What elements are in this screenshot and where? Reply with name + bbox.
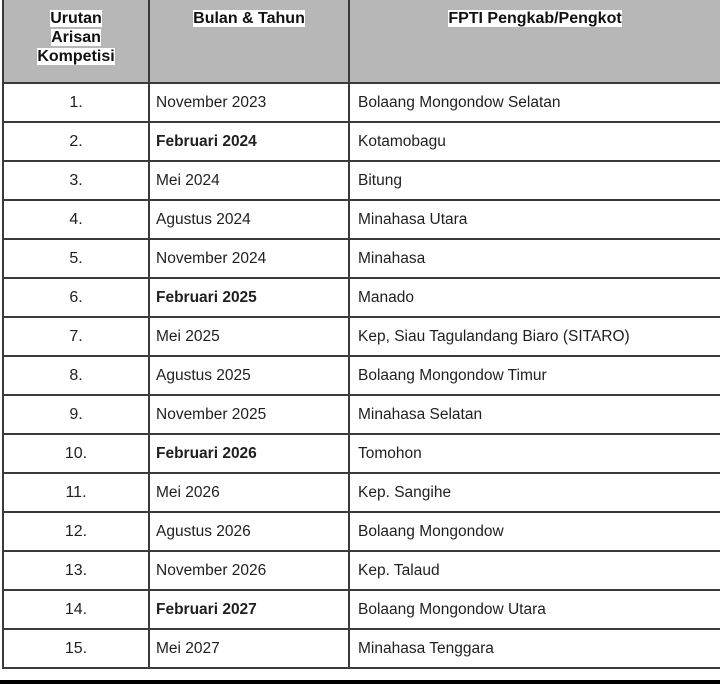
row-number: 6. (3, 278, 149, 317)
row-month-year: Februari 2025 (149, 278, 349, 317)
row-month-year: Mei 2025 (149, 317, 349, 356)
row-region: Minahasa Selatan (349, 395, 720, 434)
table-row (3, 356, 720, 395)
table-row (3, 239, 720, 278)
table-row (3, 161, 720, 200)
row-month-year: Agustus 2025 (149, 356, 349, 395)
header-order-line-1: Urutan (50, 10, 102, 27)
row-month-year: Agustus 2024 (149, 200, 349, 239)
row-month-year: Februari 2024 (149, 122, 349, 161)
row-month-year: Februari 2026 (149, 434, 349, 473)
row-number: 13. (3, 551, 149, 590)
row-month-year: Mei 2026 (149, 473, 349, 512)
row-region: Kep. Sangihe (349, 473, 720, 512)
row-number: 2. (3, 122, 149, 161)
row-number: 11. (3, 473, 149, 512)
row-month-year: November 2024 (149, 239, 349, 278)
table-row (3, 317, 720, 356)
row-month-year: Februari 2027 (149, 590, 349, 629)
row-number: 8. (3, 356, 149, 395)
row-number: 1. (3, 83, 149, 122)
table-row (3, 551, 720, 590)
row-region: Minahasa Tenggara (349, 629, 720, 668)
table-row (3, 395, 720, 434)
row-region: Kep. Talaud (349, 551, 720, 590)
row-month-year: November 2026 (149, 551, 349, 590)
row-number: 12. (3, 512, 149, 551)
row-region: Minahasa Utara (349, 200, 720, 239)
table-row (3, 278, 720, 317)
header-month-year (149, 0, 349, 83)
row-number: 14. (3, 590, 149, 629)
table-row (3, 629, 720, 668)
row-month-year: November 2025 (149, 395, 349, 434)
row-region: Manado (349, 278, 720, 317)
schedule-table (2, 0, 720, 669)
row-number: 5. (3, 239, 149, 278)
bottom-edge-bar (0, 680, 720, 684)
row-month-year: November 2023 (149, 83, 349, 122)
row-region: Bolaang Mongondow Selatan (349, 83, 720, 122)
row-number: 10. (3, 434, 149, 473)
row-number: 15. (3, 629, 149, 668)
table-row (3, 122, 720, 161)
row-month-year: Mei 2024 (149, 161, 349, 200)
row-month-year: Mei 2027 (149, 629, 349, 668)
table-row (3, 512, 720, 551)
header-row (3, 0, 720, 83)
row-number: 3. (3, 161, 149, 200)
header-order-line-2: Arisan (51, 29, 101, 46)
header-month-year-label: Bulan & Tahun (193, 10, 305, 27)
row-number: 4. (3, 200, 149, 239)
header-order-line-3: Kompetisi (37, 48, 115, 65)
row-number: 9. (3, 395, 149, 434)
table-row (3, 590, 720, 629)
row-region: Kotamobagu (349, 122, 720, 161)
row-region: Bolaang Mongondow (349, 512, 720, 551)
row-region: Bitung (349, 161, 720, 200)
row-region: Minahasa (349, 239, 720, 278)
table-row (3, 434, 720, 473)
header-region-label: FPTI Pengkab/Pengkot (448, 10, 622, 27)
table-row (3, 83, 720, 122)
row-region: Kep, Siau Tagulandang Biaro (SITARO) (349, 317, 720, 356)
table-row (3, 473, 720, 512)
header-region (349, 0, 720, 83)
table-row (3, 200, 720, 239)
row-region: Tomohon (349, 434, 720, 473)
row-region: Bolaang Mongondow Utara (349, 590, 720, 629)
row-month-year: Agustus 2026 (149, 512, 349, 551)
header-order (3, 0, 149, 83)
row-region: Bolaang Mongondow Timur (349, 356, 720, 395)
row-number: 7. (3, 317, 149, 356)
